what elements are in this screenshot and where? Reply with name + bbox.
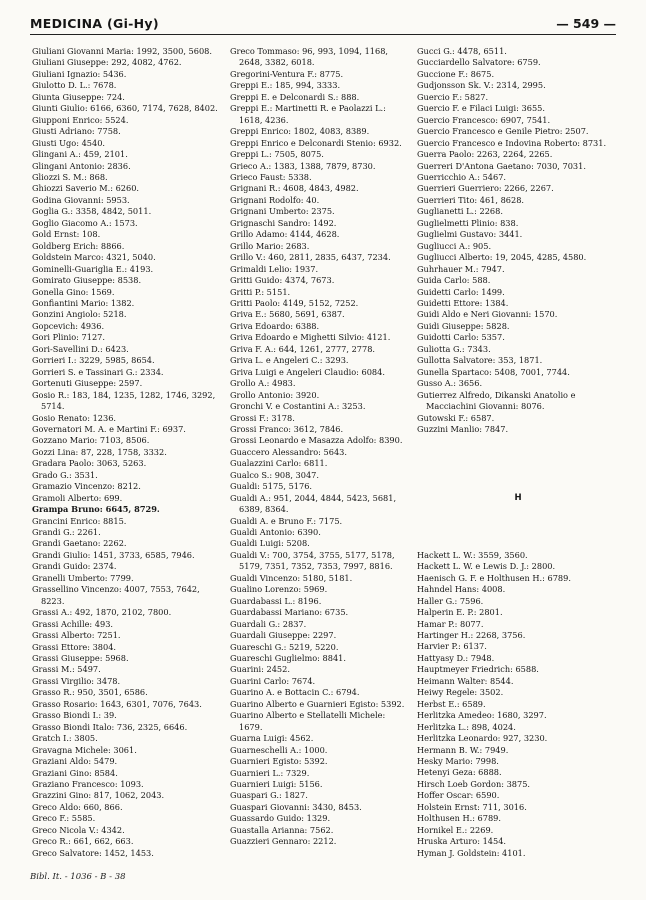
index-entry: Gritti Guido: 4374, 7673. (230, 275, 335, 286)
spacer (417, 538, 619, 549)
index-entry: Hartinger H.: 2268, 3756. (417, 629, 526, 640)
page-footer: Bibl. It. - 1036 - B - 38 (30, 872, 126, 882)
index-entry: Herlitzka Amedeo: 1680, 3297. (417, 710, 547, 721)
spacer (417, 527, 619, 538)
index-entry: Gusso A.: 3656. (417, 378, 483, 389)
index-entry: Guardali Giuseppe: 2297. (230, 630, 337, 641)
index-entry: Greppi E.: 185, 994, 3333. (230, 80, 341, 91)
index-entry: Gosio R.: 183, 184, 1235, 1282, 1746, 3292, 5714. (32, 389, 216, 412)
index-entry: Grignani R.: 4608, 4843, 4982. (230, 183, 359, 194)
index-entry: Guarna Luigi: 4562. (230, 733, 314, 744)
index-entry: Guerreri D'Antona Gaetano: 7030, 7031. (417, 160, 586, 171)
index-entry: Grassi Virgilio: 3478. (32, 675, 121, 686)
index-entry: Goldstein Marco: 4321, 5040. (32, 252, 156, 263)
index-entry: Grado G.: 3531. (32, 469, 98, 480)
index-entry: Guidi Aldo e Neri Giovanni: 1570. (417, 309, 558, 320)
index-entry: Gomirato Giuseppe: 8538. (32, 275, 142, 286)
index-entry: Gualdi Luigi: 5208. (230, 538, 310, 549)
index-entry: Gonzini Angiolo: 5218. (32, 309, 127, 320)
index-entry: Guarnieri Luigi: 5156. (230, 779, 323, 789)
spacer (417, 481, 619, 492)
index-entry: Grossi Leonardo e Masazza Adolfo: 8390. (230, 435, 403, 446)
index-entry: Ghiozzi Saverio M.: 6260. (32, 183, 140, 194)
page-header (30, 14, 616, 35)
index-entry: Guardabassi Mariano: 6735. (230, 607, 349, 618)
index-entry: Guhrhauer M.: 7947. (417, 263, 505, 274)
index-entry: Giuliani Ignazio: 5436. (32, 68, 127, 79)
index-entry: Guarini Carlo: 7674. (230, 675, 316, 686)
index-entry: Gugliucci A.: 905. (417, 240, 492, 251)
index-entry: Gualdi: 5175, 5176. (230, 481, 313, 492)
index-entry: Guerrieri Tito: 461, 8628. (417, 194, 525, 205)
index-entry: Greco F.: 5585. (32, 813, 96, 824)
index-entry: Greppi E. e Delconardi S.: 888. (230, 91, 360, 102)
index-entry: Guarino Alberto e Stellatelli Michele: 1679. (230, 710, 386, 732)
index-entry: Greco Tommaso: 96, 993, 1094, 1168, 2648, 3382, 6018. (230, 46, 389, 68)
index-entry: Gutierrez Alfredo, Dikanski Anatolio e Macciachini Giovanni: 8076. (417, 389, 576, 412)
index-entry: Giunta Giuseppe: 724. (32, 91, 125, 102)
index-entry: Hauptmeyer Friedrich: 6588. (417, 664, 539, 675)
index-entry: Heimann Walter: 8544. (417, 675, 514, 686)
index-entry: Governatori M. A. e Martini F.: 6937. (32, 423, 186, 434)
index-entry: Hesky Mario: 7998. (417, 755, 499, 766)
index-entry: Grignaschi Sandro: 1492. (230, 217, 337, 228)
index-entry: Grassellino Vincenzo: 4007, 7553, 7642, 8223. (32, 584, 200, 606)
index-entry: Graziani Gino: 8584. (32, 767, 118, 778)
index-entry: Griva Edoardo: 6388. (230, 320, 320, 331)
index-entry: Guglianetti L.: 2268. (417, 206, 503, 217)
index-entry: Guerra Paolo: 2263, 2264, 2265. (417, 149, 553, 160)
index-entry: Gugliucci Alberto: 19, 2045, 4285, 4580. (417, 252, 587, 263)
index-entry: Gold Ernst: 108. (32, 229, 101, 240)
index-entry: Hornikel E.: 2269. (417, 824, 494, 835)
index-column-2 (230, 46, 410, 866)
index-entry: Guarini: 2452. (230, 664, 290, 675)
index-entry: Grandi Gaetano: 2262. (32, 538, 127, 549)
index-entry: Goglia G.: 3358, 4842, 5011. (32, 206, 152, 217)
index-entry: Grasso R.: 950, 3501, 6586. (32, 687, 148, 698)
index-entry: Giuliani Giovanni Maria: 1992, 3500, 5608. (32, 46, 212, 56)
index-entry: Giupponi Enrico: 5524. (32, 114, 129, 125)
index-entry: Guarneschelli A.: 1000. (230, 744, 328, 755)
index-entry: Grillo Mario: 2683. (230, 240, 310, 251)
index-entry: Griva Edoardo e Mighetti Silvio: 4121. (230, 332, 391, 343)
index-entry: Grillo V.: 460, 2811, 2835, 6437, 7234. (230, 252, 391, 263)
index-entry: Graziano Francesco: 1093. (32, 779, 144, 789)
index-entry: Guardabassi L.: 8196. (230, 595, 322, 606)
index-entry: Grampa Bruno: 6645, 8729. (32, 504, 160, 515)
index-entry: Haenisch G. F. e Holthusen H.: 6789. (417, 572, 571, 583)
index-entry: Gudjonsson Sk. V.: 2314, 2995. (417, 80, 546, 91)
index-entry: Greco R.: 661, 662, 663. (32, 836, 134, 847)
index-entry: Greppi L.: 7505, 8075. (230, 149, 324, 160)
index-entry: Gorrieri I.: 3229, 5985, 8654. (32, 355, 155, 366)
index-entry: Glingani Antonio: 2836. (32, 160, 131, 171)
page-number: — 549 — (556, 16, 616, 31)
index-entry: Giulotto D. L.: 7678. (32, 80, 117, 91)
index-entry: Hattyasy D.: 7948. (417, 652, 495, 663)
index-entry: Gramazio Vincenzo: 8212. (32, 481, 141, 492)
index-entry: Herlitzka Leonardo: 927, 3230. (417, 733, 548, 744)
index-column-3 (417, 46, 619, 866)
index-entry: Grasso Biondi I.: 39. (32, 710, 117, 721)
index-entry: Gortenuti Giuseppe: 2597. (32, 378, 143, 389)
index-entry: Guercio Francesco e Genile Pietro: 2507. (417, 126, 589, 137)
index-entry: Gopcevich: 4936. (32, 320, 105, 331)
index-entry: Gualdi Antonio: 6390. (230, 527, 321, 538)
index-entry: Hoffer Oscar: 6590. (417, 790, 500, 801)
section-title: MEDICINA (Gi-Hy) (30, 16, 159, 31)
index-entry: Herbst E.: 6589. (417, 698, 486, 709)
index-entry: Holstein Ernst: 711, 3016. (417, 801, 527, 812)
index-entry: Guidetti Carlo: 1499. (417, 286, 505, 297)
index-entry: Herlitzka L.: 898, 4024. (417, 721, 516, 732)
index-entry: Greco Salvatore: 1452, 1453. (32, 847, 154, 858)
spacer (417, 435, 619, 446)
index-entry: Greppi E.: Martinetti R. e Paolazzi L.: 1618, 4236. (230, 103, 386, 125)
index-entry: Hermann B. W.: 7949. (417, 744, 509, 755)
index-entry: Gualco S.: 908, 3047. (230, 469, 319, 480)
index-entry: Guidi Giuseppe: 5828. (417, 320, 510, 331)
index-entry: Gualino Lorenzo: 5969. (230, 584, 328, 595)
index-entry: Hirsch Loeb Gordon: 3875. (417, 778, 531, 789)
index-entry: Guastalla Arianna: 7562. (230, 824, 334, 835)
index-entry: Gori Plinio: 7127. (32, 332, 105, 343)
index-entry: Guazzieri Gennaro: 2212. (230, 836, 337, 847)
index-entry: Gratch I.: 3805. (32, 733, 98, 744)
index-entry: Granelli Umberto: 7799. (32, 572, 134, 583)
index-entry: Griva F. A.: 644, 1261, 2777, 2778. (230, 343, 376, 354)
index-entry: Grasso Biondi Italo: 736, 2325, 6646. (32, 721, 188, 732)
index-entry: Gozzi Lina: 87, 228, 1758, 3332. (32, 446, 167, 457)
index-entry: Grollo Antonio: 3920. (230, 389, 320, 400)
index-entry: Gullotta Salvatore: 353, 1871. (417, 355, 543, 366)
index-entry: Gritti Paolo: 4149, 5152, 7252. (230, 297, 359, 308)
index-entry: Guarino A. e Bottacin C.: 6794. (230, 687, 360, 698)
index-entry: Grieco A.: 1383, 1388, 7879, 8730. (230, 160, 376, 171)
index-entry: Guida Carlo: 588. (417, 275, 491, 286)
index-entry: Guarnieri Egisto: 5392. (230, 756, 328, 767)
index-entry: Guidotti Carlo: 5357. (417, 332, 505, 343)
index-entry: Gualdi V.: 700, 3754, 3755, 5177, 5178, 5179, 7351, 7352, 7353, 7997, 8816. (230, 549, 395, 572)
index-entry: Gunella Spartaco: 5408, 7001, 7744. (417, 366, 570, 377)
index-entry: Halperin E. P.: 2801. (417, 607, 503, 618)
index-entry: Grillo Adamo: 4144, 4628. (230, 229, 340, 240)
index-entry: Grollo A.: 4983. (230, 378, 296, 389)
index-entry: Grassi M.: 5497. (32, 664, 101, 675)
index-entry: Guareschi G.: 5219, 5220. (230, 641, 339, 652)
index-entry: Guaspari G.: 1827. (230, 790, 308, 801)
index-entry: Griva E.: 5680, 5691, 6387. (230, 309, 345, 320)
index-entry: Guassardo Guido: 1329. (230, 813, 331, 824)
index-entry: Gronchi V. e Costantini A.: 3253. (230, 401, 366, 412)
index-entry: Grandi Giulio: 1451, 3733, 6585, 7946. (32, 549, 195, 560)
index-entry: Gozzano Mario: 7103, 8506. (32, 435, 150, 446)
index-entry: Guerricchio A.: 5467. (417, 171, 507, 182)
spacer (417, 458, 619, 469)
index-entry: Hahndel Hans: 4008. (417, 584, 506, 595)
index-entry: Holthusen H.: 6789. (417, 813, 501, 824)
index-entry: Gregorini-Ventura F.: 8775. (230, 68, 344, 79)
index-entry: Godina Giovanni: 5953. (32, 194, 130, 205)
index-entry: Guarino Alberto e Guarnieri Egisto: 5392. (230, 698, 405, 709)
index-entry: Guccione F.: 8675. (417, 68, 495, 79)
index-entry: Goglio Giacomo A.: 1573. (32, 217, 138, 228)
index-entry: Grignani Rodolfo: 40. (230, 194, 320, 205)
index-entry: Giusti Adriano: 7758. (32, 126, 121, 137)
spacer (417, 447, 619, 458)
index-entry: Grossi Franco: 3612, 7846. (230, 423, 344, 434)
index-entry: Guercio F.: 5827. (417, 91, 489, 102)
index-entry: Grassi Achille: 493. (32, 618, 114, 629)
index-entry: Gritti P.: 5151. (230, 286, 291, 297)
index-entry: Gliozzi S. M.: 868. (32, 171, 108, 182)
index-entry: Gucci G.: 4478, 6511. (417, 46, 507, 56)
index-entry: Grassi Ettore: 3804. (32, 641, 117, 652)
index-entry: Gualazzini Carlo: 6811. (230, 458, 328, 469)
spacer (417, 504, 619, 515)
index-entry: Hetenyi Geza: 6888. (417, 767, 502, 778)
index-entry: Hamar P.: 8077. (417, 618, 484, 629)
index-entry: Greppi Enrico e Delconardi Stenio: 6932. (230, 137, 402, 148)
index-entry: Giuliani Giuseppe: 292, 4082, 4762. (32, 57, 182, 68)
index-entry: Guercio F. e Filaci Luigi: 3655. (417, 103, 545, 114)
index-entry: Guareschi Guglielmo: 8841. (230, 653, 346, 664)
index-entry: Gutowski F.: 6587. (417, 412, 495, 423)
index-entry: Guardali G.: 2837. (230, 618, 307, 629)
index-entry: Gonella Gino: 1569. (32, 286, 115, 297)
index-entry: Grignani Umberto: 2375. (230, 206, 335, 217)
index-column-1 (32, 46, 220, 866)
index-entry: Hackett L. W.: 3559, 3560. (417, 549, 528, 560)
index-entry: Heiwy Regele: 3502. (417, 687, 504, 698)
index-entry: Grasso Rosario: 1643, 6301, 7076, 7643. (32, 698, 202, 709)
index-entry: Guidetti Ettore: 1384. (417, 297, 509, 308)
index-entry: Haller G.: 7596. (417, 595, 484, 606)
index-entry: Grazzini Gino: 817, 1062, 2043. (32, 790, 165, 801)
index-entry: Giunti Giulio: 6166, 6360, 7174, 7628, 8402. (32, 103, 218, 114)
index-entry: Griva L. e Angeleri C.: 3293. (230, 355, 349, 366)
index-entry: Guzzini Manlio: 7847. (417, 423, 509, 434)
index-entry: Giusti Ugo: 4540. (32, 137, 106, 148)
index-entry: Grassi Giuseppe: 5968. (32, 653, 129, 664)
letter-heading: H (514, 492, 522, 503)
index-entry: Guarnieri L.: 7329. (230, 767, 310, 778)
index-entry: Guliotta G.: 7343. (417, 343, 491, 354)
index-entry: Hackett L. W. e Lewis D. J.: 2800. (417, 561, 556, 572)
index-entry: Gosio Renato: 1236. (32, 412, 117, 423)
index-entry: Greppi Enrico: 1802, 4083, 8389. (230, 126, 370, 137)
index-entry: Grimaldi Lelio: 1937. (230, 263, 319, 274)
index-entry: Guercio Francesco e Indovina Roberto: 8731. (417, 137, 607, 148)
index-entry: Gonfiantini Mario: 1382. (32, 297, 135, 308)
index-entry: Grassi Alberto: 7251. (32, 630, 121, 641)
index-entry: Gramoli Alberto: 699. (32, 492, 123, 503)
index-entry: Grandi G.: 2261. (32, 527, 101, 538)
index-entry: Gualdi Vincenzo: 5180, 5181. (230, 572, 353, 583)
spacer (417, 470, 619, 481)
index-entry: Guglielmetti Plinio: 838. (417, 217, 519, 228)
index-entry: Guerrieri Guerriero: 2266, 2267. (417, 183, 554, 194)
index-entry: Harvier P.: 6137. (417, 641, 487, 652)
index-entry: Gravagna Michele: 3061. (32, 744, 137, 755)
index-entry: Guglielmi Gustavo: 3441. (417, 229, 523, 240)
index-entry: Guaspari Giovanni: 3430, 8453. (230, 801, 362, 812)
index-entry: Greco Nicola V.: 4342. (32, 824, 125, 835)
index-entry: Grandi Guido: 2374. (32, 561, 117, 572)
index-entry: Gorrieri S. e Tassinari G.: 2334. (32, 366, 164, 377)
index-entry: Graziani Aldo: 5479. (32, 756, 118, 767)
index-entry: Guaccero Alessandro: 5643. (230, 446, 347, 457)
index-entry: Glingani A.: 459, 2101. (32, 149, 128, 160)
index-entry: Gominelli-Guariglia E.: 4193. (32, 263, 154, 274)
spacer (417, 515, 619, 526)
index-entry: Goldberg Erich: 8866. (32, 240, 125, 251)
index-entry: Grieco Faust: 5338. (230, 171, 312, 182)
index-entry: Gradara Paolo: 3063, 5263. (32, 458, 147, 469)
index-entry: Hruska Arturo: 1454. (417, 836, 507, 847)
index-entry: Gualdi A. e Bruno F.: 7175. (230, 515, 343, 526)
index-entry: Greco Aldo: 660, 866. (32, 801, 123, 812)
index-entry: Hyman J. Goldstein: 4101. (417, 847, 526, 858)
index-entry: Grassi A.: 492, 1870, 2102, 7800. (32, 607, 172, 618)
index-entry: Griva Luigi e Angeleri Claudio: 6084. (230, 366, 385, 377)
index-entry: Grossi F.: 3178. (230, 412, 295, 423)
index-entry: Gualdi A.: 951, 2044, 4844, 5423, 5681, 6389, 8364. (230, 492, 397, 515)
index-entry: Gucciardello Salvatore: 6759. (417, 57, 541, 68)
index-entry: Grancini Enrico: 8815. (32, 515, 127, 526)
index-entry: Guercio Francesco: 6907, 7541. (417, 114, 551, 125)
index-entry: Gori-Savellini D.: 6423. (32, 343, 129, 354)
